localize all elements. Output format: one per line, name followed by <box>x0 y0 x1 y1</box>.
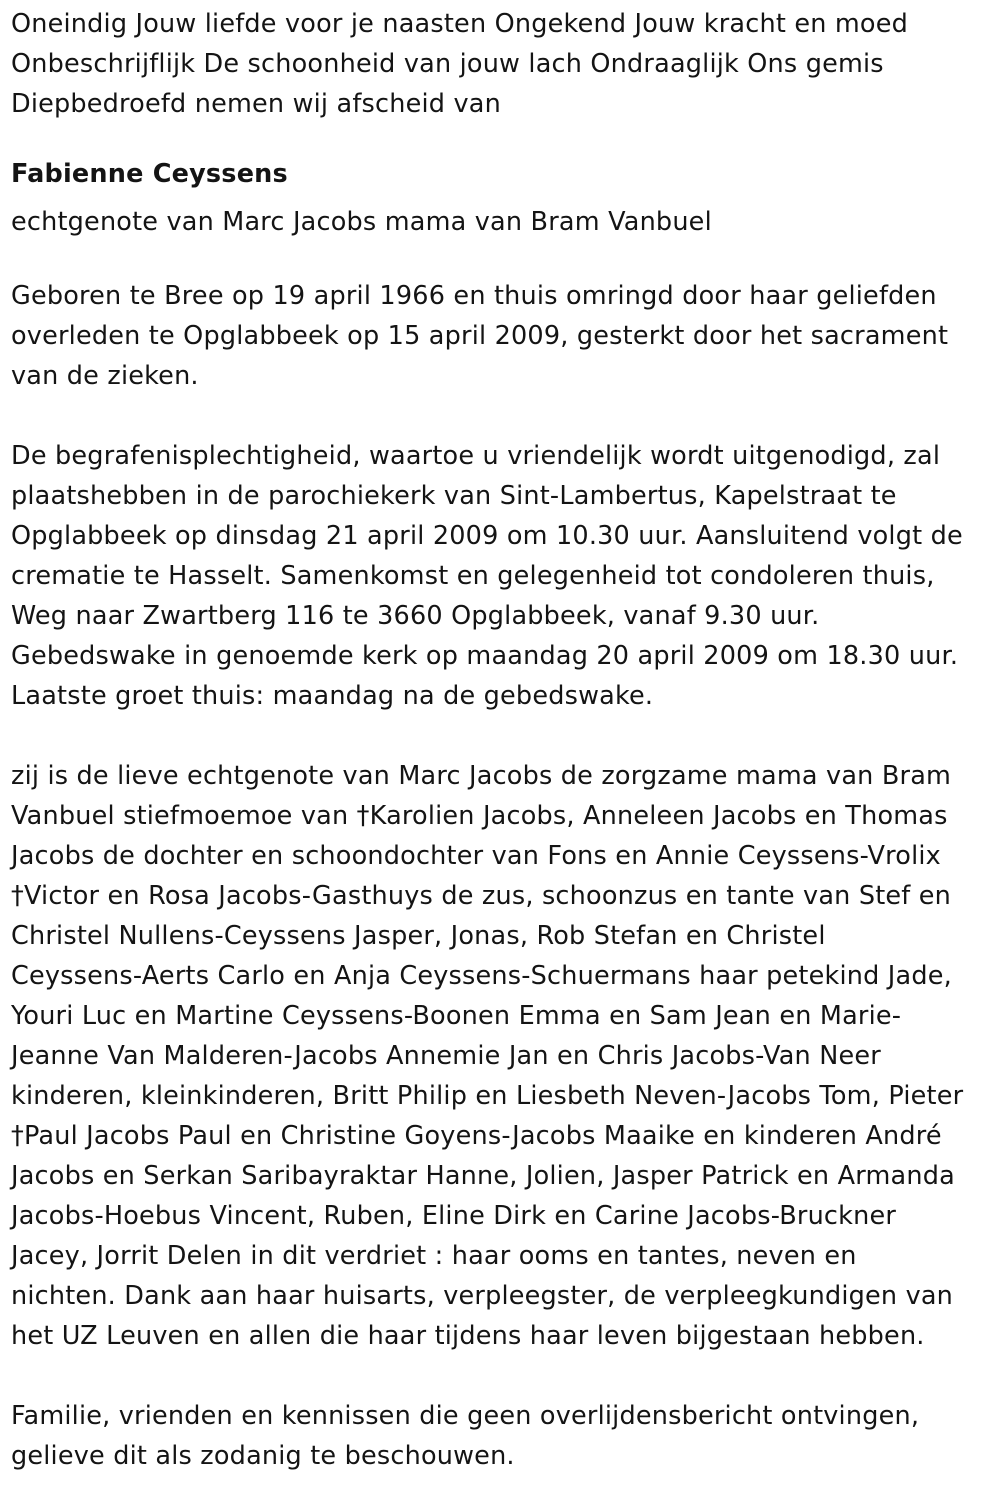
family-line: kinderen, kleinkinderen, Britt Philip en Liesbeth Neven-Jacobs Tom, Pieter <box>11 1081 964 1111</box>
family-line: Jacobs en Serkan Saribayraktar Hanne, Jolien, Jasper Patrick en Armanda <box>11 1161 955 1191</box>
closing-line: gelieve dit als zodanig te beschouwen. <box>11 1441 515 1471</box>
funeral-paragraph <box>11 436 991 716</box>
birth-death-line: Geboren te Bree op 19 april 1966 en thuis omringd door haar geliefden <box>11 281 937 311</box>
family-line: nichten. Dank aan haar huisarts, verpleegster, de verpleegkundigen van <box>11 1281 954 1311</box>
relation-line: echtgenote van Marc Jacobs mama van Bram Vanbuel <box>11 207 712 237</box>
family-line: het UZ Leuven en allen die haar tijdens haar leven bijgestaan hebben. <box>11 1321 925 1351</box>
family-line: †Victor en Rosa Jacobs-Gasthuys de zus, schoonzus en tante van Stef en <box>11 881 952 911</box>
family-line: Vanbuel stiefmoemoe van †Karolien Jacobs, Anneleen Jacobs en Thomas <box>11 801 948 831</box>
closing-paragraph <box>11 1396 991 1476</box>
intro-line: Onbeschrijflijk De schoonheid van jouw lach Ondraaglijk Ons gemis <box>11 49 884 79</box>
spacer <box>11 396 991 436</box>
spacer <box>11 716 991 756</box>
birth-death-paragraph <box>11 276 991 396</box>
birth-death-line: overleden te Opglabbeek op 15 april 2009, gesterkt door het sacrament <box>11 321 949 351</box>
spacer <box>11 124 991 152</box>
funeral-line: plaatshebben in de parochiekerk van Sint-Lambertus, Kapelstraat te <box>11 481 897 511</box>
family-line: Jacobs de dochter en schoondochter van Fons en Annie Ceyssens-Vrolix <box>11 841 941 871</box>
family-line: zij is de lieve echtgenote van Marc Jacobs de zorgzame mama van Bram <box>11 761 952 791</box>
family-paragraph <box>11 756 991 1356</box>
funeral-line: Weg naar Zwartberg 116 te 3660 Opglabbeek, vanaf 9.30 uur. <box>11 601 820 631</box>
funeral-line: De begrafenisplechtigheid, waartoe u vriendelijk wordt uitgenodigd, zal <box>11 441 941 471</box>
spacer <box>11 1356 991 1396</box>
funeral-line: Opglabbeek op dinsdag 21 april 2009 om 10.30 uur. Aansluitend volgt de <box>11 521 963 551</box>
family-line: Jacobs-Hoebus Vincent, Ruben, Eline Dirk en Carine Jacobs-Bruckner <box>11 1201 897 1231</box>
family-line: Ceyssens-Aerts Carlo en Anja Ceyssens-Schuermans haar petekind Jade, <box>11 961 952 991</box>
closing-line: Familie, vrienden en kennissen die geen overlijdensbericht ontvingen, <box>11 1401 920 1431</box>
spacer <box>11 248 991 276</box>
funeral-line: Laatste groet thuis: maandag na de gebedswake. <box>11 681 654 711</box>
intro-line: Oneindig Jouw liefde voor je naasten Ongekend Jouw kracht en moed <box>11 9 908 39</box>
family-line: Christel Nullens-Ceyssens Jasper, Jonas, Rob Stefan en Christel <box>11 921 826 951</box>
intro-line: Diepbedroefd nemen wij afscheid van <box>11 89 501 119</box>
birth-death-line: van de zieken. <box>11 361 199 391</box>
intro-paragraph <box>11 4 991 124</box>
funeral-line: crematie te Hasselt. Samenkomst en gelegenheid tot condoleren thuis, <box>11 561 935 591</box>
deceased-name: Fabienne Ceyssens <box>11 159 288 189</box>
family-line: Jacey, Jorrit Delen in dit verdriet : haar ooms en tantes, neven en <box>11 1241 857 1271</box>
family-line: Youri Luc en Martine Ceyssens-Boonen Emma en Sam Jean en Marie- <box>11 1001 902 1031</box>
obituary-text <box>11 4 991 1476</box>
family-line: Jeanne Van Malderen-Jacobs Annemie Jan en Chris Jacobs-Van Neer <box>11 1041 881 1071</box>
family-line: †Paul Jacobs Paul en Christine Goyens-Jacobs Maaike en kinderen André <box>11 1121 942 1151</box>
funeral-line: Gebedswake in genoemde kerk op maandag 20 april 2009 om 18.30 uur. <box>11 641 959 671</box>
